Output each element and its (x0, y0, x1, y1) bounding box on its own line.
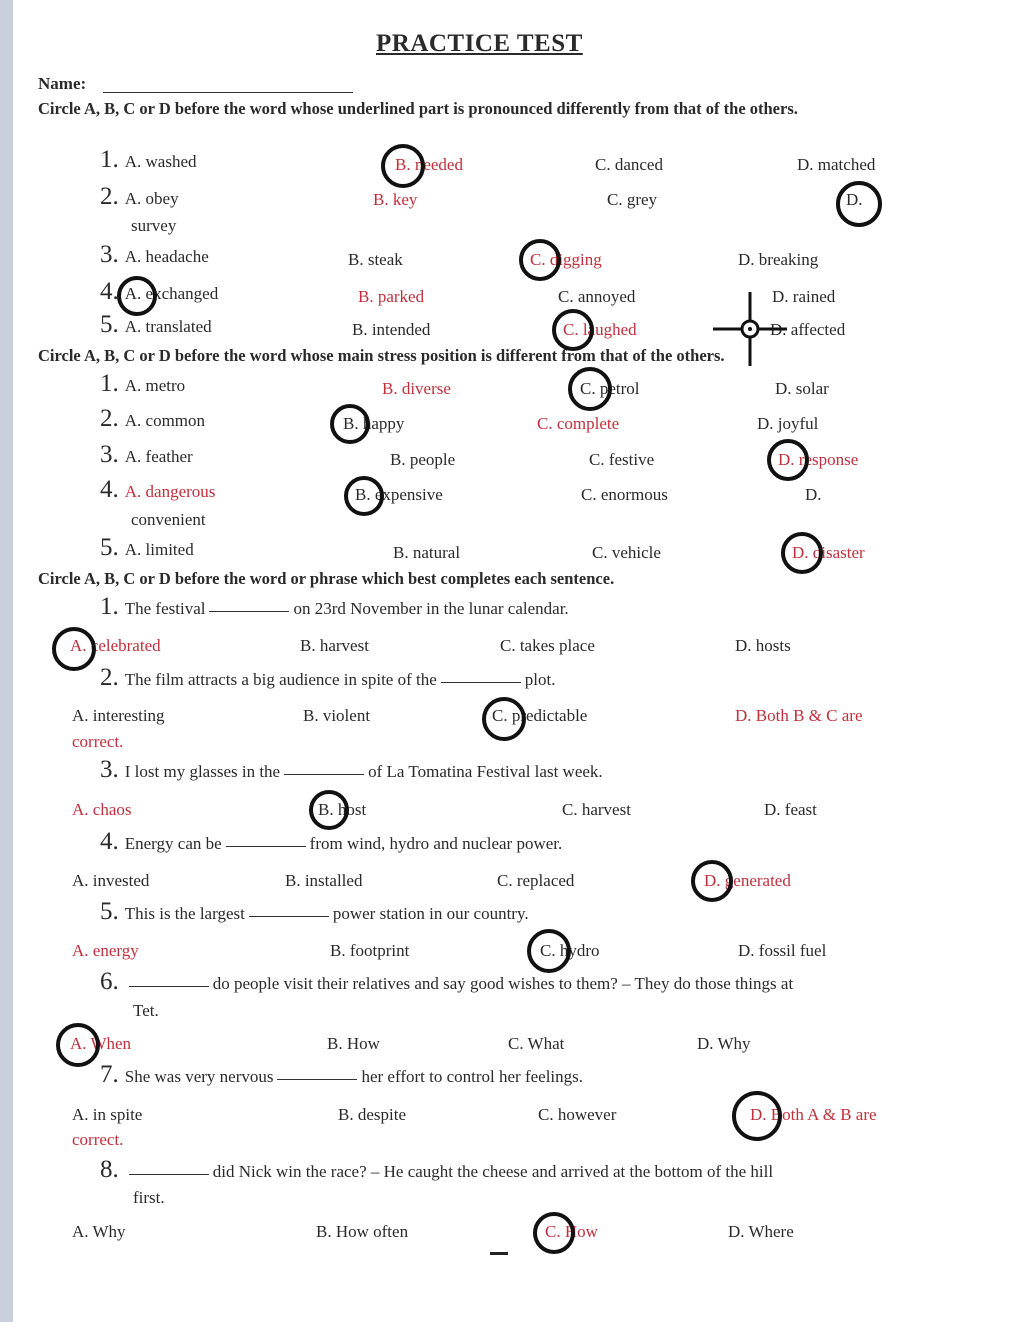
s2-q2-option-b: B. happy (343, 414, 405, 433)
s1-q5-option-a: 5. A. translated (100, 311, 212, 338)
s2-q5-option-d: D. disaster (792, 543, 865, 562)
s3-q7-question: 7. She was very nervous her effort to control her feelings. (100, 1061, 584, 1088)
answer-circle (482, 697, 526, 741)
s3-q1-option-c: C. takes place (500, 636, 595, 655)
s3-q8-option-a: A. Why (72, 1222, 126, 1241)
s2-q3-option-a: 3. A. feather (100, 441, 193, 468)
s3-q5-option-a: A. energy (72, 941, 139, 960)
s1-q2-option-a: 2. A. obey (100, 183, 179, 210)
s3-q2-option-d: D. Both B & C are (735, 706, 863, 725)
s3-q4-option-b: B. installed (285, 871, 363, 890)
s3-q1-option-a: A. celebrated (70, 636, 161, 655)
s3-q6-question-line2: Tet. (133, 1001, 159, 1020)
s1-q5-option-d: D. affected (770, 320, 846, 339)
s2-q1-option-b: B. diverse (382, 379, 451, 398)
stray-mark (490, 1252, 508, 1255)
s3-q3-question: 3. I lost my glasses in the of La Tomatina Festival last week. (100, 756, 603, 783)
s2-q2-option-a: 2. A. common (100, 405, 206, 432)
s3-q6-option-a: A. When (70, 1034, 132, 1053)
s1-q1-option-b: B. needed (395, 155, 463, 174)
answer-circle (344, 476, 384, 516)
s1-q1-option-c: C. danced (595, 155, 663, 174)
s3-q5-question: 5. This is the largest power station in our country. (100, 898, 529, 925)
s3-q1-option-d: D. hosts (735, 636, 791, 655)
s3-q6-option-c: C. What (508, 1034, 565, 1053)
s2-q2-option-c: C. complete (537, 414, 620, 433)
s2-q5-option-c: C. vehicle (592, 543, 661, 562)
s3-q8-option-d: D. Where (728, 1222, 794, 1241)
s2-q3-option-b: B. people (390, 450, 456, 469)
s2-q1-option-c: C. petrol (580, 379, 640, 398)
answer-circle (527, 929, 571, 973)
s3-q3-option-d: D. feast (764, 800, 817, 819)
s2-q5-option-a: 5. A. limited (100, 534, 194, 561)
s3-q2-option-b: B. violent (303, 706, 371, 725)
s3-q3-option-a: A. chaos (72, 800, 132, 819)
s3-q2-option-a: A. interesting (72, 706, 165, 725)
answer-circle (691, 860, 733, 902)
s2-q4-option-b: B. expensive (355, 485, 443, 504)
s3-q6-option-b: B. How (327, 1034, 380, 1053)
s1-q3-option-a: 3. A. headache (100, 241, 209, 268)
answer-circle (309, 790, 349, 830)
s1-q2-option-b: B. key (373, 190, 418, 209)
s3-q3-option-b: B. host (318, 800, 367, 819)
answer-circle (330, 404, 370, 444)
s1-q1-option-d: D. matched (797, 155, 876, 174)
s3-q4-question: 4. Energy can be from wind, hydro and nuclear power. (100, 828, 563, 855)
s3-q2-question: 2. The film attracts a big audience in spite of the plot. (100, 664, 556, 691)
s2-q5-option-b: B. natural (393, 543, 461, 562)
answer-circle (781, 532, 823, 574)
s3-q3-option-c: C. harvest (562, 800, 631, 819)
s3-q7-option-c: C. however (538, 1105, 617, 1124)
s1-q4-option-c: C. annoyed (558, 287, 636, 306)
name-label: Name: (38, 74, 87, 93)
s3-q7-option-d: D. Both A & B are (750, 1105, 877, 1124)
s3-q5-option-c: C. hydro (540, 941, 600, 960)
answer-circle (568, 367, 612, 411)
name-blank-line (103, 92, 353, 93)
s3-q2-option-c: C. predictable (492, 706, 588, 725)
s3-q5-option-b: B. footprint (330, 941, 410, 960)
s2-q4-option-d: D. (805, 485, 822, 504)
s1-q4-option-a: 4. A. exchanged (100, 278, 219, 305)
instruction-pronunciation: Circle A, B, C or D before the word whose underlined part is pronounced differently from that of the others. (38, 99, 798, 118)
s3-q4-option-a: A. invested (72, 871, 150, 890)
s3-q7-option-a: A. in spite (72, 1105, 143, 1124)
s1-q5-option-c: C. laughed (563, 320, 637, 339)
s3-q4-option-d: D. generated (704, 871, 791, 890)
answer-circle (552, 309, 594, 351)
s3-q4-option-c: C. replaced (497, 871, 575, 890)
answer-circle (52, 627, 96, 671)
answer-circle (519, 239, 561, 281)
s3-q1-question: 1. The festival on 23rd November in the lunar calendar. (100, 593, 569, 620)
s3-q8-option-c: C. How (545, 1222, 598, 1241)
answer-circle (381, 144, 425, 188)
answer-circle (732, 1091, 782, 1141)
page-title: PRACTICE TEST (376, 30, 583, 57)
s2-q4-option-a-line2: convenient (131, 510, 206, 529)
s3-q2-option-d-line2: correct. (72, 732, 124, 751)
s1-q3-option-c: C. digging (530, 250, 602, 269)
s1-q4-option-b: B. parked (358, 287, 425, 306)
s2-q4-option-c: C. enormous (581, 485, 668, 504)
s1-q3-option-b: B. steak (348, 250, 403, 269)
crosshair-cursor-icon (713, 292, 787, 366)
answer-circle (836, 181, 882, 227)
s1-q2-option-d: D. (846, 190, 863, 209)
s1-q3-option-d: D. breaking (738, 250, 819, 269)
s3-q6-option-d: D. Why (697, 1034, 751, 1053)
s2-q1-option-a: 1. A. metro (100, 370, 186, 397)
s3-q5-option-d: D. fossil fuel (738, 941, 827, 960)
instruction-stress: Circle A, B, C or D before the word whose main stress position is different from that of the others. (38, 346, 725, 365)
s3-q7-option-b: B. despite (338, 1105, 406, 1124)
s2-q3-option-d: D. response (778, 450, 859, 469)
s2-q3-option-c: C. festive (589, 450, 655, 469)
s1-q4-option-d: D. rained (772, 287, 836, 306)
s3-q7-option-a-line2: correct. (72, 1130, 124, 1149)
s3-q6-question: 6. do people visit their relatives and say good wishes to them? – They do those things at (100, 968, 794, 995)
s1-q2-option-a-line2: survey (131, 216, 177, 235)
s2-q4-option-a: 4. A. dangerous (100, 476, 216, 503)
s1-q5-option-b: B. intended (352, 320, 431, 339)
answer-circle (533, 1212, 575, 1254)
s3-q1-option-b: B. harvest (300, 636, 369, 655)
s2-q2-option-d: D. joyful (757, 414, 819, 433)
instruction-completion: Circle A, B, C or D before the word or phrase which best completes each sentence. (38, 569, 615, 588)
page-edge (0, 0, 13, 1322)
s3-q8-option-b: B. How often (316, 1222, 409, 1241)
s3-q8-question: 8. did Nick win the race? – He caught the cheese and arrived at the bottom of the hill (100, 1156, 774, 1183)
s1-q1-option-a: 1. A. washed (100, 146, 197, 173)
answer-circle (767, 439, 809, 481)
s1-q2-option-c: C. grey (607, 190, 658, 209)
s3-q8-question-line2: first. (133, 1188, 165, 1207)
answer-circle (56, 1023, 100, 1067)
s2-q1-option-d: D. solar (775, 379, 829, 398)
answer-circle (117, 276, 157, 316)
